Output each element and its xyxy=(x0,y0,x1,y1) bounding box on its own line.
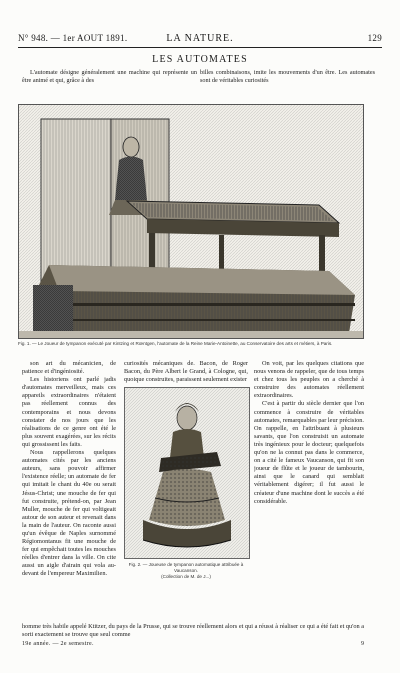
figure-2-caption-source: (Collection de M. de J...) xyxy=(161,574,211,579)
figure-1-caption: Fig. 1. — Le Joueur de tympanon exécuté par Kintzing et Rœntgen, l'automate de la Reine Marie-Antoinette, au Conservatoire des arts et métiers, à Paris. xyxy=(18,341,333,346)
page-number: 129 xyxy=(367,33,382,43)
signature-mark: 9 xyxy=(361,641,364,647)
intro-left: L'automate désigne généralement une machine qui représente un être animé et qui, grâce à des xyxy=(22,69,197,84)
automaton-woman-illustration xyxy=(125,388,249,558)
figure-2-caption-title: Fig. 2. — Joueuse de tympanon automatique attribuée à Vaucanson. xyxy=(128,562,244,573)
volume-info: 19e année. — 2e semestre. xyxy=(22,641,94,647)
paragraph: Nous rappellerons quelques automates cités par les anciens auteurs, sans pouvoir affirmer l'existence réelle; un automate de fer qui imitait le chant du 40e ou serait Jésus-Christ; une mouche de fer qui fut construite, prétend-on, par Jean Muller, mouche de fer qui voltigeait autour de son auteur et revenait dans la main de l'auteur. On raconte aussi qu'un évêque de Naples surnommé Régiomontanus fit une mouche de fer qui empêchait toutes les mouches réelles d'entrer dans la ville. On cite aussi un aigle d'airain qui vola au-devant de l'empereur Maximilien. xyxy=(22,449,116,578)
issue-number: N° 948. — 1er AOUT 1891. xyxy=(18,33,128,43)
automaton-table-illustration xyxy=(19,105,363,338)
figure-2-engraving xyxy=(124,387,250,559)
intro-right: billes combinaisons, imite les mouvements d'un être. Les automates sont de véritables curiosités xyxy=(200,69,375,84)
journal-title: LA NATURE. xyxy=(166,32,234,44)
paragraph: On voit, par les quelques citations que nous venons de rappeler, que de tous temps et chez tous les peuples on a cherché à construire des automates réellement extraordinaires. xyxy=(254,360,364,400)
text-bottom: homme très habile appelé Ktitzer, du pays de la Prusse, qui se trouve réellement alors et qui a réussi à réaliser ce qui a été fait et qu'on a sorti exactement se trouve que seul comme xyxy=(22,623,364,639)
header-rule xyxy=(18,47,382,48)
running-header xyxy=(18,30,382,46)
article-title: LES AUTOMATES xyxy=(152,54,248,65)
paragraph: C'est à partir du siècle dernier que l'on commence à construire de véritables automates, remarquables par leur précision. On rappelle, en l'attribuant à plusieurs savants, que l'on construisit un automate très ingénieux pour le docteur; quelquefois qu'on ne la connut pas dans le commerce, on a cité le fameux Vaucanson, qui fit son joueur de flûte et le joueur de tambourin, ainsi que le canard qui semblait véritablement digérer; il fut aussi le créateur d'une machine dont le succès a été considérable. xyxy=(254,400,364,505)
paragraph: son art du mécanicien, de patience et d'ingéniosité. xyxy=(22,360,116,376)
figure-2-caption xyxy=(124,562,248,580)
text-column-center: curiosités mécaniques de. Bacon, de Roger Bacon, du Père Albert le Grand, à Cologne, qui, quoique construites, paraissent seulement exister xyxy=(124,360,248,384)
text-column-right xyxy=(254,360,364,622)
paragraph: Les historiens ont parlé jadis d'automates merveilleux, mais ces appareils extraordinaires n'étaient pas réellement connus des contemporains et nous devons constater de nos jours que les réalisations de ce genre ont été le plus souvent exagérées, sur les récits qui grossissent les faits. xyxy=(22,376,116,448)
text-column-left xyxy=(22,360,116,622)
page-footer xyxy=(22,641,364,647)
figure-1-engraving xyxy=(18,104,364,339)
